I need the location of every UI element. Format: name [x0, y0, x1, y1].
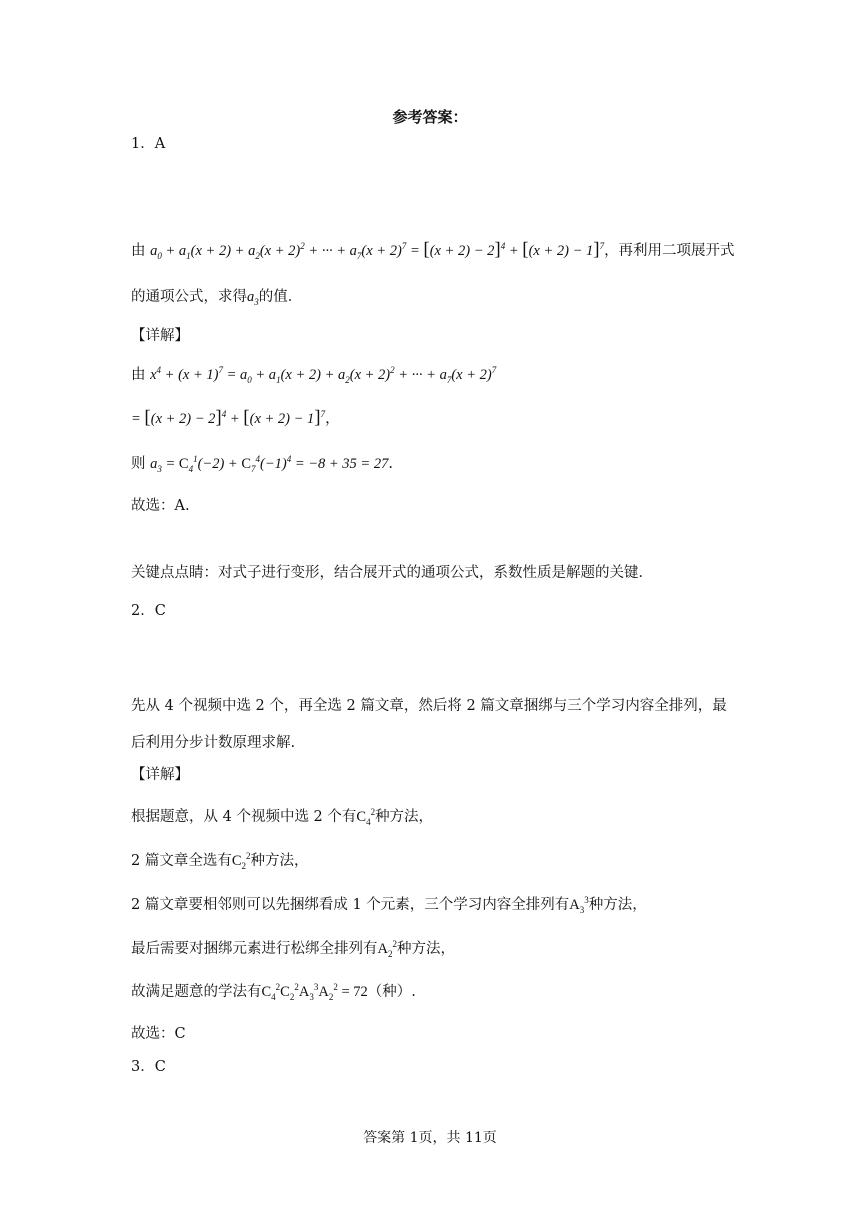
analysis-1-line-2 — [131, 287, 302, 307]
formula-a3: $a_3$ — [247, 289, 259, 307]
analysis-1-line-2-a: 的通项公式，求得 — [131, 289, 247, 305]
formula-rewrite: = $[(x + 2) - 2]^4 + [(x + 2) - 1]^7$ — [131, 407, 326, 428]
detail-1-line-3: 则 $a_3 = C_4^1(-2) + C_7^4(-1)^4 = -8 + 35 = 27$. — [131, 454, 393, 474]
detail-2-line-1 — [131, 807, 433, 827]
page-footer: 答案第 1页，共 11页 — [363, 1130, 497, 1146]
detail-heading-1: 【详解】 — [131, 328, 189, 344]
detail-1-then: 则 — [131, 456, 146, 472]
detail-2-line-4-b: 种方法， — [396, 941, 455, 957]
formula-c22: $C_2^2$ — [231, 851, 251, 871]
analysis-2-line-2: 后利用分步计数原理求解. — [131, 735, 296, 751]
detail-2-line-5-b: （种）. — [367, 984, 416, 1000]
formula-a22: $A_2^2$ — [377, 939, 397, 959]
answer-3: 3．C — [131, 1059, 166, 1075]
formula-expansion: $a_0 + a_1(x + 2) + a_2(x + 2)^2$ + ··· + $a_7(x + 2)^7 = [(x + 2) - 2]^4 + [(x + 2) - 1]^7$ — [150, 239, 605, 261]
detail-1-intro: 由 — [131, 367, 146, 383]
detail-2-line-4 — [131, 939, 455, 959]
detail-2-line-5-a: 故满足题意的学法有 — [131, 984, 262, 1000]
analysis-1-prefix: 由 — [131, 243, 146, 259]
analysis-2-line-1: 先从 4 个视频中选 2 个，再全选 2 篇文章，然后将 2 篇文章捆绑与三个学习内容全排列，最 — [131, 698, 727, 714]
analysis-1-line-2-b: 的值． — [258, 289, 303, 305]
formula-a33: $A_3^3$ — [569, 895, 589, 915]
detail-2-line-2 — [131, 851, 309, 871]
conclusion-2: 故选：C — [131, 1026, 186, 1042]
detail-heading-2: 【详解】 — [131, 767, 189, 783]
formula-result: $a_3 = C_4^1(-2) + C_7^4(-1)^4 = -8 + 35 = 27$ — [150, 454, 389, 474]
answer-2: 2．C — [131, 603, 166, 619]
detail-2-line-3-a: 2 篇文章要相邻则可以先捆绑看成 1 个元素，三个学习内容全排列有 — [131, 897, 570, 913]
answer-1: 1．A — [131, 136, 166, 152]
detail-2-line-3 — [131, 895, 647, 915]
detail-2-line-2-a: 2 篇文章全选有 — [131, 853, 232, 869]
comment-1: 关键点点睛：对式子进行变形，结合展开式的通项公式，系数性质是解题的关键． — [131, 565, 653, 581]
detail-2-line-1-a: 根据题意，从 4 个视频中选 2 个有 — [131, 809, 357, 825]
detail-2-line-4-a: 最后需要对捆绑元素进行松绑全排列有 — [131, 941, 378, 957]
detail-2-line-2-b: 种方法， — [250, 853, 309, 869]
formula-product: $C_4^2C_2^2A_3^3A_2^2$ = — [261, 982, 354, 1002]
detail-2-line-5 — [131, 982, 416, 1002]
result-value: 72 — [353, 984, 368, 1000]
page-title: 参考答案： — [392, 108, 468, 126]
analysis-1-line-1 — [131, 240, 735, 261]
detail-1-line-1 — [131, 365, 496, 385]
detail-1-line-2: = $[(x + 2) - 2]^4 + [(x + 2) - 1]^7$， — [131, 407, 340, 428]
conclusion-1: 故选：A. — [131, 498, 190, 514]
formula-identity: $x^4 + (x + 1)^7 = a_0 + a_1(x + 2) + a_2(x + 2)^2$ + ··· + $a_7(x + 2)^7$ — [150, 365, 497, 385]
detail-2-line-3-b: 种方法， — [588, 897, 647, 913]
detail-2-line-1-b: 种方法， — [375, 809, 434, 825]
analysis-1-suffix: ，再利用二项展开式 — [604, 243, 735, 259]
formula-c42: $C_4^2$ — [356, 807, 376, 827]
